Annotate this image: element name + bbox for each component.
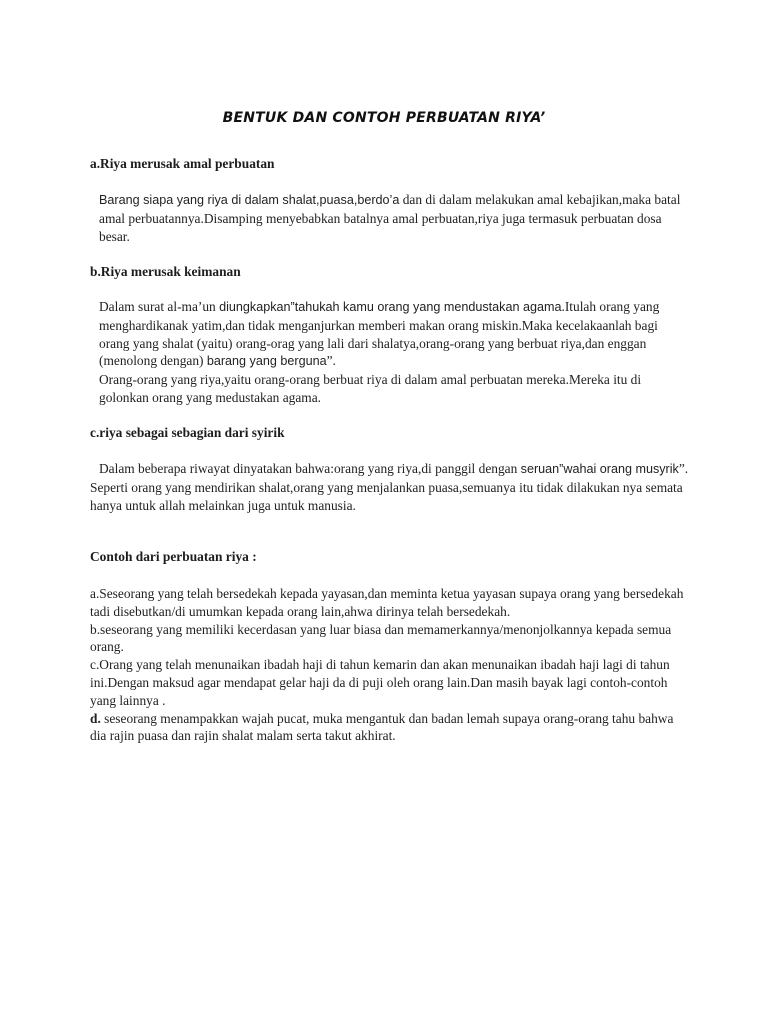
example-item-c: c.Orang yang telah menunaikan ibadah haji di tahun kemarin dan akan menunaikan ibadah haji lagi di tahun ini.Dengan maksud agar mendapat gelar haji da di puji oleh orang lain.Dan masih bayak lagi contoh-contoh yang lainnya . xyxy=(90,657,670,708)
example-item-d-text: seseorang menampakkan wajah pucat, muka mengantuk dan badan lemah supaya orang-orang tahu bahwa dia rajin puasa dan rajin shalat malam serta takut akhirat. xyxy=(90,710,674,744)
section-c-paragraph-1 xyxy=(90,460,690,479)
section-c xyxy=(90,424,690,442)
section-a-body xyxy=(90,191,690,245)
section-b-p1-sans2: barang yang berguna xyxy=(206,354,327,369)
section-b-p1-sans: diungkapkan”tahukah kamu orang yang mendustakan agama xyxy=(219,300,562,314)
section-c-p1-end: ”. xyxy=(678,461,689,476)
section-c-p1-sans: seruan”wahai orang musyrik xyxy=(520,462,679,476)
section-a xyxy=(90,155,690,173)
section-c-heading: c.riya sebagai sebagian dari syirik xyxy=(90,425,285,440)
section-c-paragraph-2: Seperti orang yang mendirikan shalat,orang yang menjalankan puasa,semuanya itu tidak dilakukan nya semata hanya untuk allah melainkan juga untuk manusia. xyxy=(90,479,683,513)
section-b-p1-mid: .Itulah orang yang menghardikanak yatim,dan tidak menganjurkan memberi makan orang miskin.Maka kecelakaanlah bagi orang yang shalat (yaitu) orang-orag yang lali dari shalatya,orang-orang yang berbuat riya,dan enggan (menolong dengan) xyxy=(99,299,660,369)
example-item-a: a.Seseorang yang telah bersedekah kepada yayasan,dan meminta ketua yayasan supaya orang yang bersedekah tadi disebutkan/di umumkan kepada orang lain,ahwa dirinya telah bersedekah. xyxy=(90,586,684,619)
section-a-heading: a.Riya merusak amal perbuatan xyxy=(90,156,275,171)
section-b-p1-start: Dalam surat al-ma’un xyxy=(99,299,220,314)
section-b-paragraph-2: Orang-orang yang riya,yaitu orang-orang berbuat riya di dalam amal perbuatan mereka.Mereka itu di golonkan orang yang medustakan agama. xyxy=(99,372,642,405)
section-a-paragraph xyxy=(90,191,690,245)
section-b-p1-end: ”. xyxy=(326,353,336,369)
section-b-paragraph-1 xyxy=(90,298,690,371)
section-c-body xyxy=(90,460,690,514)
section-b-heading: b.Riya merusak keimanan xyxy=(90,264,241,279)
section-b-body xyxy=(90,298,690,407)
section-b xyxy=(90,263,690,281)
section-a-paragraph-rest: dan di dalam melakukan amal kebajikan,maka batal amal perbuatannya.Disamping menyebabkan batalnya amal perbuatan,riya juga termasuk perbuatan dosa besar. xyxy=(99,192,681,244)
examples-heading: Contoh dari perbuatan riya : xyxy=(90,549,257,564)
example-item-d xyxy=(90,710,690,746)
examples-list xyxy=(90,585,690,745)
examples-section xyxy=(90,548,690,566)
example-item-d-label: d. xyxy=(90,710,101,726)
example-item-b: b.seseorang yang memiliki kecerdasan yang luar biasa dan memamerkannya/menonjolkannya kepada semua orang. xyxy=(90,621,672,655)
section-c-p1-start: Dalam beberapa riwayat dinyatakan bahwa:orang yang riya,di panggil dengan xyxy=(99,461,521,476)
section-a-paragraph-sans: Barang siapa yang riya di dalam shalat,puasa,berdo’a xyxy=(99,193,400,207)
document-title: BENTUK DAN CONTOH PERBUATAN RIYA’ xyxy=(222,110,546,126)
